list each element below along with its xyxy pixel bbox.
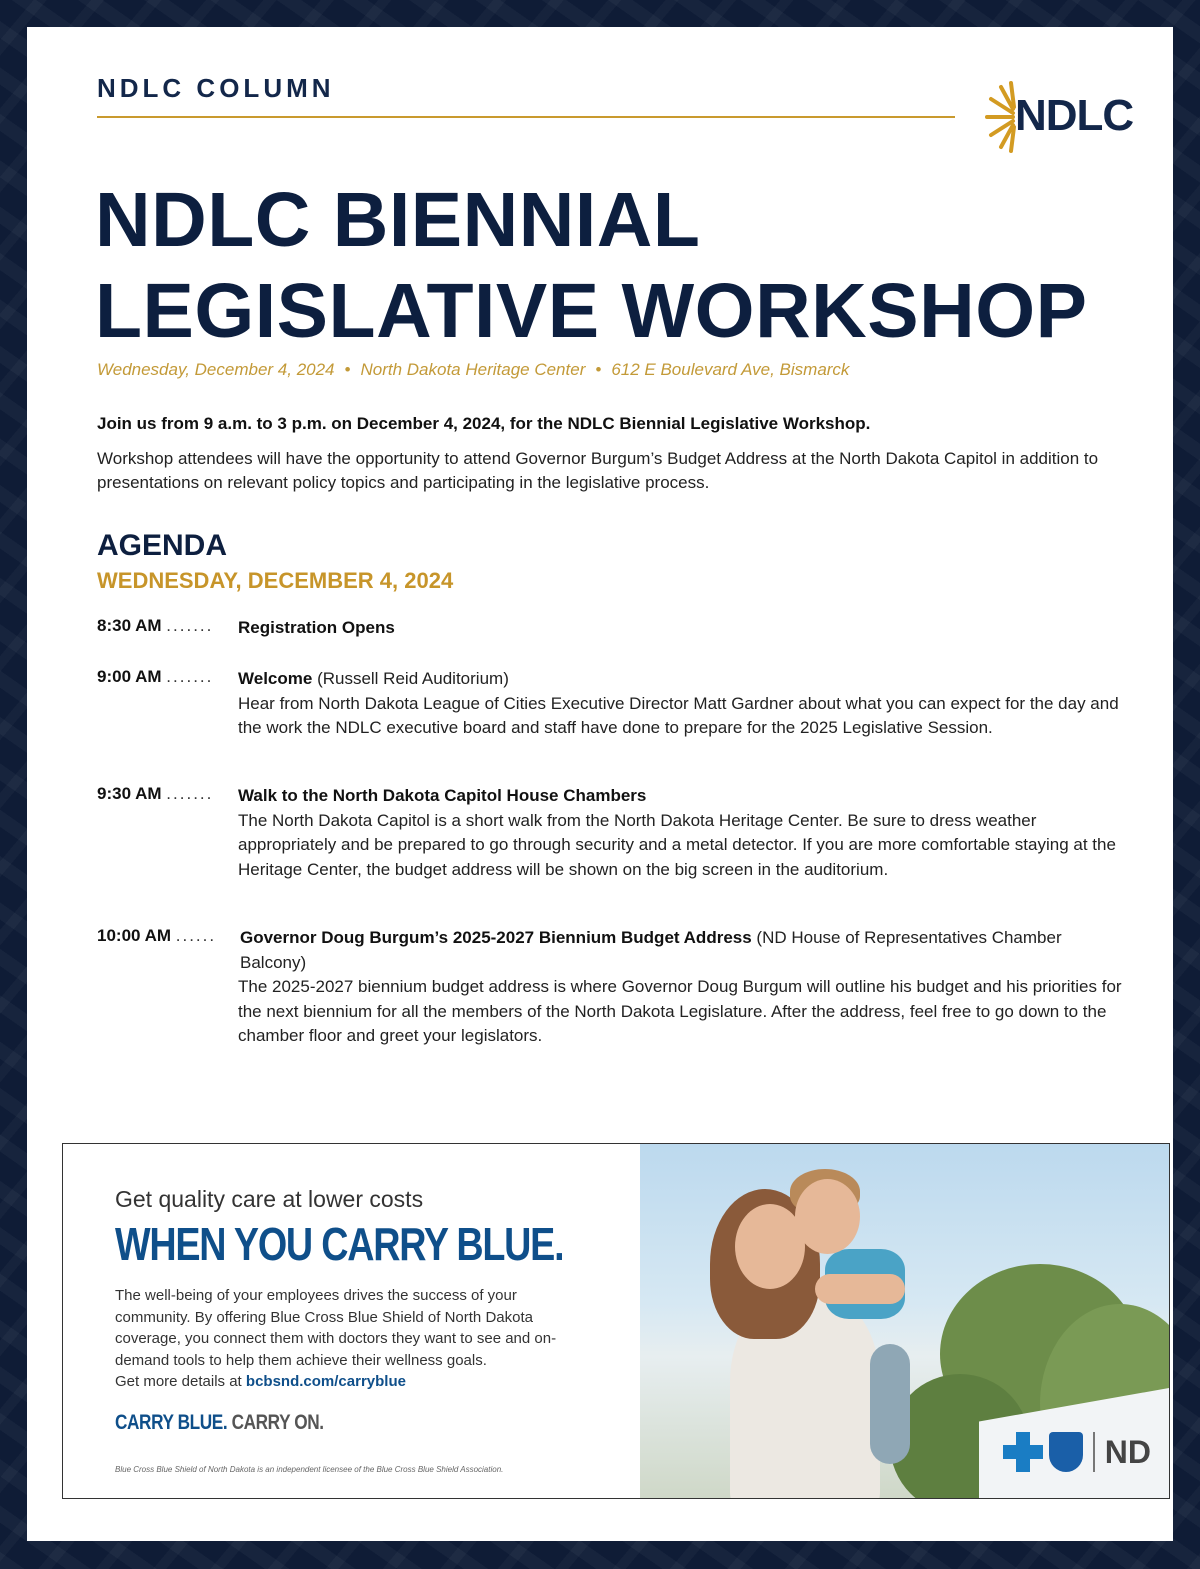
agenda-time [97, 616, 213, 636]
event-venue: North Dakota Heritage Center [360, 360, 586, 379]
blue-cross-icon [1003, 1432, 1043, 1472]
separator: • [344, 360, 351, 379]
agenda-item-desc: The 2025-2027 biennium budget address is where Governor Doug Burgum will outline his budget and his priorities for the next biennium for all the members of the North Dakota Legislature. After the address, feel free to go down to the chamber floor and greet your legislators. [238, 977, 1122, 1045]
agenda-item [238, 926, 1128, 1049]
title-line-1: NDLC BIENNIAL [95, 177, 701, 263]
blue-shield-icon [1049, 1432, 1083, 1472]
agenda-heading: AGENDA [97, 529, 228, 562]
event-date: Wednesday, December 4, 2024 [97, 360, 335, 379]
agenda-item [238, 784, 1128, 882]
agenda-time [97, 926, 216, 946]
agenda-item-note: (Russell Reid Auditorium) [317, 669, 509, 688]
ad-copy [115, 1186, 595, 1435]
separator: • [595, 360, 602, 379]
agenda-item-title: Welcome [238, 669, 313, 688]
leader-dots: ...... [175, 926, 217, 945]
ad-fine-print: Blue Cross Blue Shield of North Dakota is an independent licensee of the Blue Cross Blue Shield Association. [115, 1465, 504, 1474]
tagline-blue: CARRY BLUE. [115, 1410, 228, 1434]
ad-link[interactable]: bcbsnd.com/carryblue [245, 1373, 406, 1390]
title-line-2: LEGISLATIVE WORKSHOP [95, 268, 1088, 354]
agenda-item-title: Governor Doug Burgum’s 2025-2027 Biennium Budget Address [240, 928, 752, 947]
leader-dots: ....... [166, 667, 214, 686]
agenda-item-desc: Hear from North Dakota League of Cities Executive Director Matt Gardner about what you can expect for the day and the work the NDLC executive board and staff have done to prepare for the 2025 Legislative Session. [238, 693, 1119, 737]
ad-tagline [115, 1411, 509, 1435]
time-label: 10:00 AM [97, 926, 172, 945]
arm [815, 1274, 905, 1304]
nd-wordmark: ND [1104, 1433, 1151, 1470]
event-address: 612 E Boulevard Ave, Bismarck [611, 360, 850, 379]
agenda-item-title: Walk to the North Dakota Capitol House Chambers [238, 786, 647, 805]
child-face [795, 1179, 860, 1254]
ad-kicker: Get quality care at lower costs [115, 1186, 424, 1212]
agenda-item-note: (ND House of Representatives Chamber Balcony) [240, 928, 1062, 972]
intro-bold: Join us from 9 a.m. to 3 p.m. on December 4, 2024, for the NDLC Biennial Legislative Workshop. [97, 414, 871, 433]
ad-photo [640, 1144, 1169, 1498]
agenda-item [238, 616, 1128, 641]
logo-divider [1093, 1432, 1095, 1472]
column-kicker: NDLC COLUMN [97, 73, 335, 103]
ad-headline: WHEN YOU CARRY BLUE. [115, 1218, 564, 1270]
agenda-item-desc: The North Dakota Capitol is a short walk from the North Dakota Heritage Center. Be sure to dress weather appropriately and be prepared to go through security and a metal detector. If you are more comfortable staying at the Heritage Center, the budget address will be shown on the big screen in the auditorium. [238, 810, 1116, 879]
bcbs-logo [1003, 1432, 1151, 1472]
agenda-time [97, 667, 213, 687]
logo-wordmark: NDLC [1015, 91, 1134, 140]
leader-dots: ....... [166, 616, 214, 635]
agenda-item-title: Registration Opens [238, 618, 395, 637]
ad-body [115, 1285, 595, 1393]
header-rule [97, 116, 955, 118]
tagline-grey: CARRY ON. [231, 1410, 324, 1434]
agenda-date: WEDNESDAY, DECEMBER 4, 2024 [97, 568, 454, 593]
time-label: 9:00 AM [97, 667, 162, 686]
child-legs [870, 1344, 910, 1464]
advertisement [62, 1143, 1170, 1499]
intro-text: Workshop attendees will have the opportunity to attend Governor Burgum’s Budget Address at the North Dakota Capitol in addition to presentations on relevant policy topics and participating in the legislative process. [97, 449, 1099, 492]
agenda-item [238, 667, 1128, 741]
time-label: 9:30 AM [97, 784, 162, 803]
ad-link-prefix: Get more details at [115, 1373, 242, 1390]
page-title [95, 175, 1088, 357]
page [27, 27, 1173, 1541]
event-details [97, 360, 849, 380]
ad-body-text: The well-being of your employees drives the success of your community. By offering Blue Cross Blue Shield of North Dakota coverage, you connect them with doctors they want to see and on-demand tools to help them achieve their wellness goals. [115, 1287, 557, 1369]
ndlc-logo [977, 79, 1137, 155]
time-label: 8:30 AM [97, 616, 162, 635]
leader-dots: ....... [166, 784, 214, 803]
agenda-time [97, 784, 213, 804]
